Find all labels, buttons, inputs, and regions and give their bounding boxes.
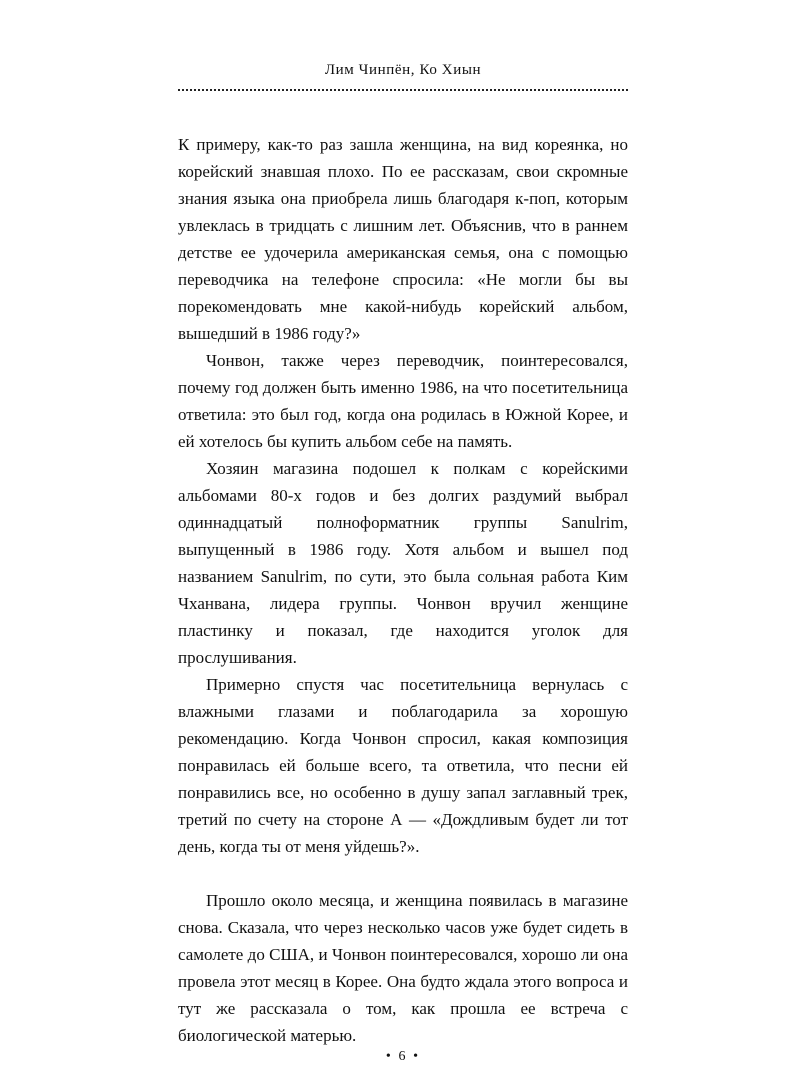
paragraph: Чонвон, также через переводчик, поинтересовался, почему год должен быть именно 1986, на что посетительница ответила: это был год, когда она родилась в Южной Корее, и ей хотелось бы купить альбом себе на память. — [178, 351, 628, 451]
dotted-separator — [178, 89, 628, 91]
body-text — [178, 131, 628, 1049]
paragraph: Прошло около месяца, и женщина появилась в магазине снова. Сказала, что через несколько часов уже будет сидеть в самолете до США, и Чонвон поинтересовался, хорошо ли она провела этот месяц в Корее. Она будто ждала этого вопроса и тут же рассказала о том, как прошла ее встреча с биологической матерью. — [178, 891, 628, 1045]
page-number: • 6 • — [385, 1049, 421, 1064]
paragraph: К примеру, как-то раз зашла женщина, на вид кореянка, но корейский знавшая плохо. По ее рассказам, свои скромные знания языка она приобрела лишь благодаря к-поп, которым увлеклась в тридцать с лишним лет. Объяснив, что в раннем детстве ее удочерила американская семья, она с помощью переводчика на телефоне спросила: «Не могли бы вы порекомендовать мне какой-нибудь корейский альбом, вышедший в 1986 году?» — [178, 135, 628, 343]
paragraph: Примерно спустя час посетительница вернулась с влажными глазами и поблагодарила за хорошую рекомендацию. Когда Чонвон спросил, какая композиция понравилась ей больше всего, та ответила, что песни ей понравились все, но особенно в душу запал заглавный трек, третий по счету на стороне А — «Дождливым будет ли тот день, когда ты от меня уйдешь?». — [178, 675, 628, 856]
running-head: Лим Чинпён, Ко Хиын — [324, 62, 482, 78]
paragraph: Хозяин магазина подошел к полкам с корейскими альбомами 80-х годов и без долгих раздумий выбрал одиннадцатый полноформатник группы Sanulrim, выпущенный в 1986 году. Хотя альбом и вышел под названием Sanulrim, по сути, это была сольная работа Ким Чханвана, лидера группы. Чонвон вручил женщине пластинку и показал, где находится уголок для прослушивания. — [178, 459, 628, 667]
content-column — [178, 0, 628, 1064]
